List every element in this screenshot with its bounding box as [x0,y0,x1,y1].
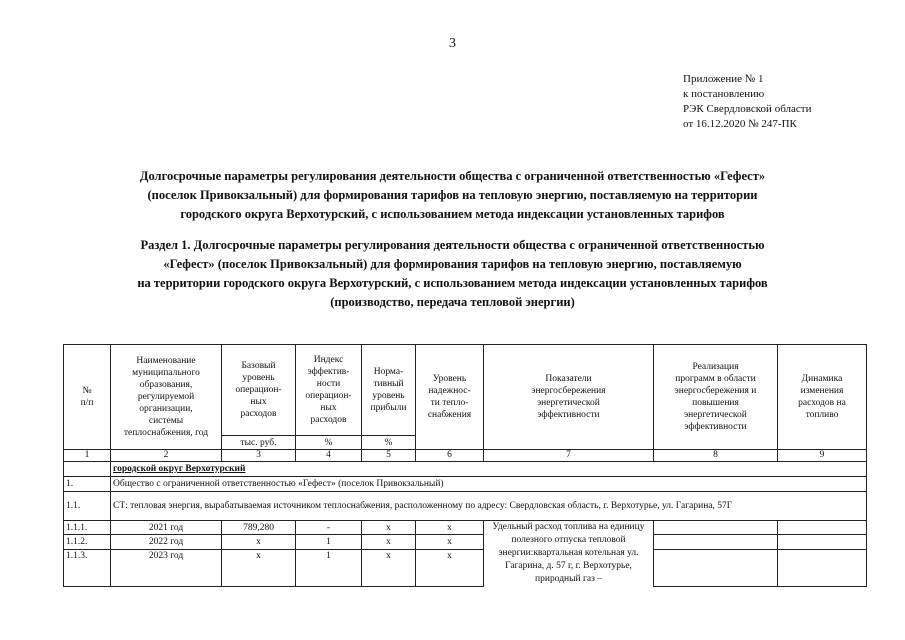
empty-cell [778,521,867,535]
table-row [64,549,867,586]
section-line: (производство, передача тепловой энергии) [330,295,575,309]
header-name: Наименование муниципального образования, регулируемой организации, системы теплоснабжения, год [111,345,222,450]
title-line: городского округа Верхотурский, с использованием метода индексации установленных тарифов [180,207,725,221]
table-row [64,521,867,535]
header-energy-saving: Показатели энергосбережения энергетической эффективности [484,345,654,450]
empty-cell [654,549,778,586]
header-row [64,345,867,436]
empty-cell [654,535,778,549]
system-number: 1.1. [64,492,111,521]
col-number: 5 [362,450,416,462]
row-year: 2022 год [111,535,222,549]
header-base-costs: Базовый уровень операцион- ных расходов [222,345,296,436]
section-line: Раздел 1. Долгосрочные параметры регулирования деятельности общества с ограниченной ответственностью [140,238,765,252]
row-profit: x [362,521,416,535]
row-reliability: x [416,535,484,549]
row-profit: x [362,535,416,549]
system-row [64,492,867,521]
municipality-row [64,462,867,477]
row-reliability: x [416,521,484,535]
col-number: 2 [111,450,222,462]
municipality-name: городской округ Верхотурский [111,462,867,477]
parameters-table [63,344,867,587]
organization-row [64,477,867,492]
col-number: 3 [222,450,296,462]
document-title [40,167,865,224]
indicator-text: Удельный расход топлива на единицу полезного отпуска тепловой энергии:квартальная котельная ул. Гагарина, д. 57 г, г. Верхотурье, природный газ – [484,521,654,587]
header-profit: Норма- тивный уровень прибыли [362,345,416,436]
appendix-line: РЭК Свердловской области [683,103,812,115]
header-num: № п/п [64,345,111,450]
page-number: 3 [449,36,456,51]
row-year: 2023 год [111,549,222,586]
system-name: СТ: тепловая энергия, вырабатываемая источником теплоснабжения, расположенному по адресу: Свердловская область, г. Верхотурье, ул. Гагарина, 57Г [111,492,867,521]
empty-cell [778,535,867,549]
row-number: 1.1.3. [64,549,111,586]
col-number: 1 [64,450,111,462]
header-efficiency-index: Индекс эффектив- ности операцион- ных расходов [296,345,362,436]
header-programs: Реализация программ в области энергосбережения и повышения энергетической эффективности [654,345,778,450]
row-index: - [296,521,362,535]
title-line: Долгосрочные параметры регулирования деятельности общества с ограниченной ответственностью «Гефест» [139,169,766,183]
unit-cell: % [296,436,362,450]
row-number: 1.1.2. [64,535,111,549]
empty-cell [778,549,867,586]
org-number: 1. [64,477,111,492]
org-name: Общество с ограниченной ответственностью «Гефест» (поселок Привокзальный) [111,477,867,492]
row-reliability: x [416,549,484,586]
col-number: 7 [484,450,654,462]
row-number: 1.1.1. [64,521,111,535]
header-reliability: Уровень надежнос- ти тепло- снабжения [416,345,484,450]
appendix-line: от 16.12.2020 № 247-ПК [683,118,797,130]
row-base-costs: x [222,549,296,586]
col-number: 6 [416,450,484,462]
col-number: 8 [654,450,778,462]
header-fuel-dynamics: Динамика изменения расходов на топливо [778,345,867,450]
appendix-block [683,72,811,132]
unit-cell: % [362,436,416,450]
empty-cell [654,521,778,535]
column-numbers-row [64,450,867,462]
row-index: 1 [296,535,362,549]
section-line: «Гефест» (поселок Привокзальный) для формирования тарифов на тепловую энергию, поставляемую [163,257,742,271]
empty-cell [64,462,111,477]
row-profit: x [362,549,416,586]
appendix-line: Приложение № 1 [683,73,764,85]
row-base-costs: 789,280 [222,521,296,535]
appendix-line: к постановлению [683,88,765,100]
title-line: (поселок Привокзальный) для формирования тарифов на тепловую энергию, поставляемую на территории [147,188,758,202]
table-row [64,535,867,549]
col-number: 4 [296,450,362,462]
section-title [40,236,865,312]
row-base-costs: x [222,535,296,549]
row-year: 2021 год [111,521,222,535]
unit-cell: тыс. руб. [222,436,296,450]
col-number: 9 [778,450,867,462]
section-line: на территории городского округа Верхотурский, с использованием метода индексации установленных тарифов [137,276,768,290]
row-index: 1 [296,549,362,586]
